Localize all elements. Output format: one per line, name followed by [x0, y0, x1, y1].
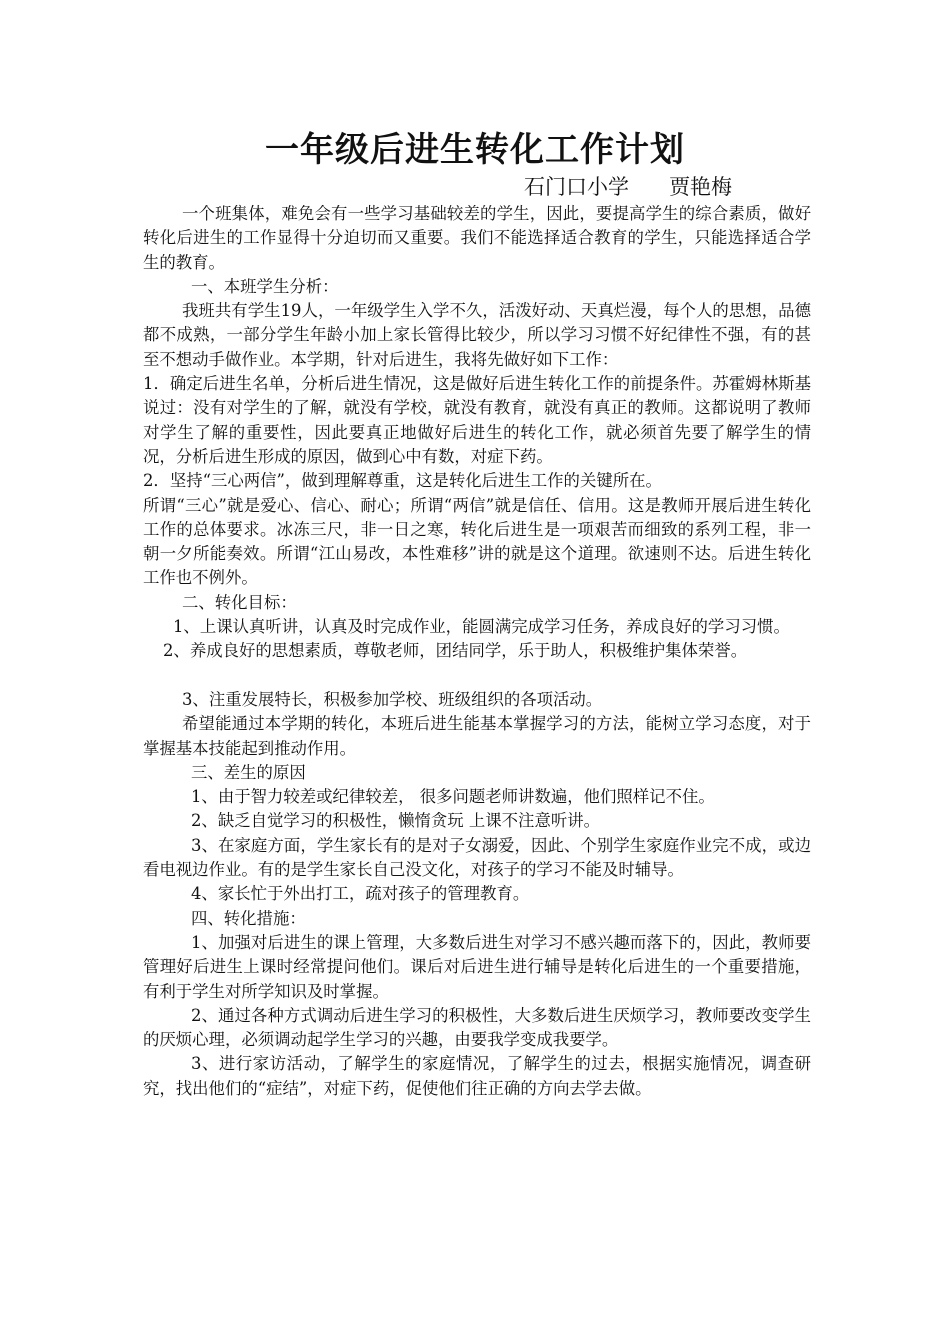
- author-name: 贾艳梅: [669, 175, 733, 199]
- section-heading-class-analysis: 一、本班学生分析：: [191, 276, 339, 296]
- document-body: [143, 202, 811, 1101]
- class-analysis-paragraph: 我班共有学生19人，一年级学生入学不久，活泼好动、天真烂漫，每个人的思想，品德都不成熟，一部分学生年龄小加上家长管得比较少，所以学习习惯不好纪律性不强，有的甚至不想动手做作业。本学期，针对后进生，我将先做好如下工作：: [143, 301, 811, 369]
- section-heading-causes: 三、差生的原因: [191, 762, 306, 782]
- goal-item-1: 1、上课认真听讲，认真及时完成作业，能圆满完成学习任务，养成良好的学习习惯。: [173, 617, 790, 637]
- cause-item-2: 2、缺乏自觉学习的积极性，懒惰贪玩 上课不注意听讲。: [191, 811, 601, 831]
- analysis-item-2-detail: 所谓“三心”就是爱心、信心、耐心；所谓“两信”就是信任、信用。这是教师开展后进生转化工作的总体要求。冰冻三尺，非一日之寒，转化后进生是一项艰苦而细致的系列工程，非一朝一夕所能奏效。所谓“江山易改，本性难移”讲的就是这个道理。欲速则不达。后进生转化工作也不例外。: [143, 495, 811, 588]
- cause-item-3: 3、在家庭方面，学生家长有的是对子女溺爱，因此、个别学生家庭作业完不成，或边看电视边作业。有的是学生家长自己没文化，对孩子的学习不能及时辅导。: [143, 835, 811, 880]
- document-title: 一年级后进生转化工作计划: [265, 130, 685, 170]
- goals-summary-paragraph: 希望能通过本学期的转化，本班后进生能基本掌握学习的方法，能树立学习态度，对于掌握基本技能起到推动作用。: [143, 714, 811, 758]
- cause-item-4: 4、家长忙于外出打工，疏对孩子的管理教育。: [191, 884, 530, 904]
- goal-item-2: 2、养成良好的思想素质，尊敬老师，团结同学，乐于助人，积极维护集体荣誉。: [163, 641, 748, 661]
- cause-item-1: 1、由于智力较差或纪律较差， 很多问题老师讲数遍，他们照样记不住。: [191, 787, 715, 807]
- measure-item-2: 2、通过各种方式调动后进生学习的积极性，大多数后进生厌烦学习，教师要改变学生的厌烦心理，必须调动起学生学习的兴趣，由要我学变成我要学。: [143, 1005, 811, 1050]
- byline: [524, 174, 732, 200]
- analysis-item-2: 2．坚持“三心两信”，做到理解尊重，这是转化后进生工作的关键所在。: [143, 471, 662, 491]
- analysis-item-1: 1．确定后进生名单，分析后进生情况，这是做好后进生转化工作的前提条件。苏霍姆林斯基说过：没有对学生的了解，就没有学校，就没有教育，就没有真正的教师。这都说明了教师对学生了解的重要性，因此要真正地做好后进生的转化工作，就必须首先要了解学生的情况，分析后进生形成的原因，做到心中有数，对症下药。: [143, 374, 811, 466]
- measure-item-1: 1、加强对后进生的课上管理，大多数后进生对学习不感兴趣而落下的，因此，教师要管理好后进生上课时经常提问他们。课后对后进生进行辅导是转化后进生的一个重要措施，有利于学生对所学知识及时掌握。: [143, 932, 811, 1001]
- section-heading-measures: 四、转化措施：: [191, 908, 306, 928]
- section-heading-goals: 二、转化目标：: [182, 592, 297, 612]
- measure-item-3: 3、进行家访活动，了解学生的家庭情况，了解学生的过去，根据实施情况，调查研究，找出他们的“症结”，对症下药，促使他们往正确的方向去学去做。: [143, 1054, 811, 1098]
- blank-line: [143, 664, 811, 688]
- goal-item-3: 3、注重发展特长，积极参加学校、班级组织的各项活动。: [182, 689, 603, 709]
- intro-paragraph: 一个班集体，难免会有一些学习基础较差的学生，因此，要提高学生的综合素质，做好转化后进生的工作显得十分迫切而又重要。我们不能选择适合教育的学生，只能选择适合学生的教育。: [143, 204, 811, 272]
- school-name: 石门口小学: [524, 175, 629, 199]
